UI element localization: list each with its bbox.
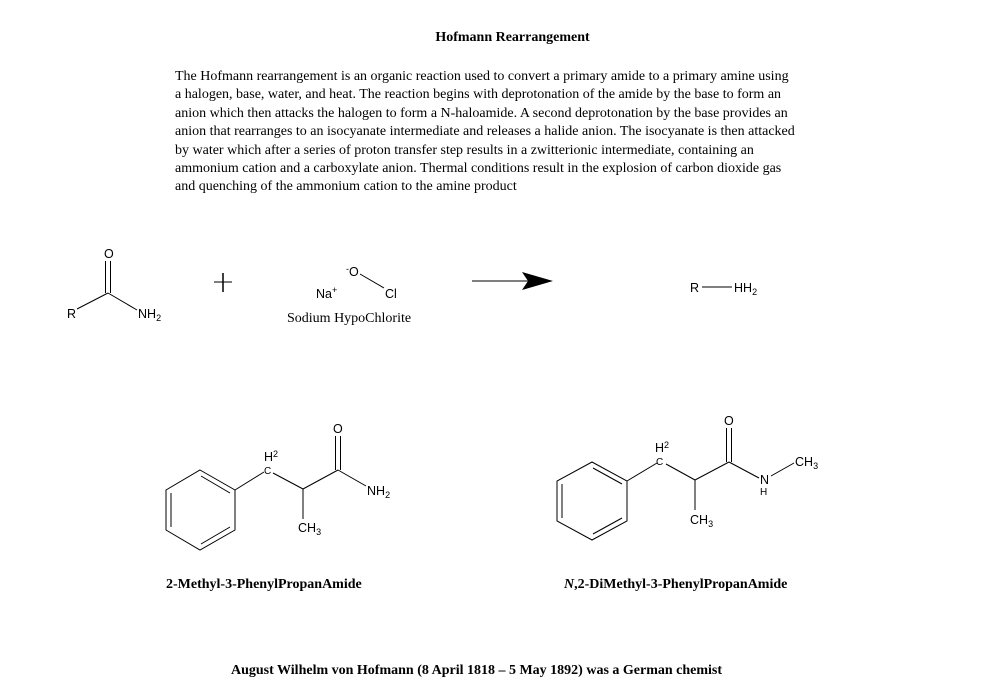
footer-biography: August Wilhelm von Hofmann (8 April 1818 – 5 May 1892) was a German chemist <box>231 663 723 678</box>
atom-n-methyl: $CH_3$ <box>795 455 819 471</box>
atom-nh-subscript: 2 <box>156 313 162 323</box>
atom-c: C <box>656 457 664 468</box>
molecule-2-name <box>564 577 787 593</box>
atom-hh2: $HH_2$ <box>734 281 758 297</box>
amine-product-structure <box>690 281 757 297</box>
intro-line: ammonium cation and a carboxylate anion. Thermal conditions result in the explosion of carbon dioxide gas <box>175 161 782 177</box>
atom-ch3: $CH_3$ <box>298 521 322 537</box>
bond-ch-c <box>695 462 729 480</box>
atom-h2: $H^2$ <box>655 440 670 455</box>
molecule-1-name: 2-Methyl-3-PhenylPropanAmide <box>166 577 362 592</box>
atom-o: O <box>333 422 343 436</box>
bond-c-n <box>729 462 759 478</box>
intro-line: anion that rearranges to an isocyanate intermediate and releases a halide anion. The isocyanate is then attacked <box>175 124 795 140</box>
bond-ch2-ch <box>666 464 695 480</box>
bond-ring-ch2 <box>235 472 264 490</box>
reaction-arrow <box>472 272 553 290</box>
intro-line: The Hofmann rearrangement is an organic reaction used to convert a primary amide to a primary amine using <box>175 69 789 84</box>
intro-line: by water which after a series of proton transfer step results in a zwitterionic intermediate, containing an <box>175 142 754 158</box>
atom-o: O <box>104 247 114 261</box>
benzene-ring <box>166 470 235 550</box>
atom-h: H <box>760 487 768 498</box>
atom-h2: $H^2$ <box>264 449 279 464</box>
plus-sign <box>214 273 232 292</box>
sodium-hypochlorite-caption: Sodium HypoChlorite <box>287 311 412 326</box>
atom-ch3: $CH_3$ <box>690 513 714 529</box>
bond-ring-ch2 <box>627 463 657 481</box>
atom-nh-text: NH <box>138 307 157 321</box>
molecule-2-name-prefix: N <box>564 577 575 592</box>
molecule-2-structure <box>557 414 818 540</box>
intro-line: a halogen, base, water, and heat. The reaction begins with deprotonation of the amide by the base to form an <box>175 87 782 103</box>
atom-n: N <box>760 473 770 487</box>
atom-r: R <box>690 281 700 295</box>
bond-o-cl <box>360 274 384 288</box>
bond-c-n <box>108 293 137 310</box>
molecule-2-name-rest: ,2-DiMethyl-3-PhenylPropanAmide <box>574 577 788 592</box>
molecule-1-structure <box>166 422 390 550</box>
benzene-ring <box>557 462 627 540</box>
bond-n-ch3 <box>771 463 794 476</box>
page-title: Hofmann Rearrangement <box>435 30 590 45</box>
atom-cl: Cl <box>385 287 397 301</box>
atom-o-minus: -O <box>346 264 359 279</box>
atom-o: O <box>724 414 734 428</box>
bond-r-c <box>77 293 108 309</box>
intro-line: anion which then attacks the halogen to form a N-haloamide. A second deprotonation by the base provides an <box>175 105 788 121</box>
bond-ch-c <box>303 470 338 489</box>
bond-ch2-ch <box>273 473 303 489</box>
intro-line: and quenching of the ammonium cation to the amine product <box>175 179 517 195</box>
atom-nh2: $NH_2$ <box>367 484 391 500</box>
atom-c: C <box>264 466 272 477</box>
bond-c-n <box>338 470 366 486</box>
atom-na: Na+ <box>316 285 338 301</box>
primary-amide-structure <box>67 247 161 323</box>
sodium-hypochlorite-structure <box>316 264 397 301</box>
atom-nh2 <box>138 307 161 323</box>
atom-r: R <box>67 307 77 321</box>
